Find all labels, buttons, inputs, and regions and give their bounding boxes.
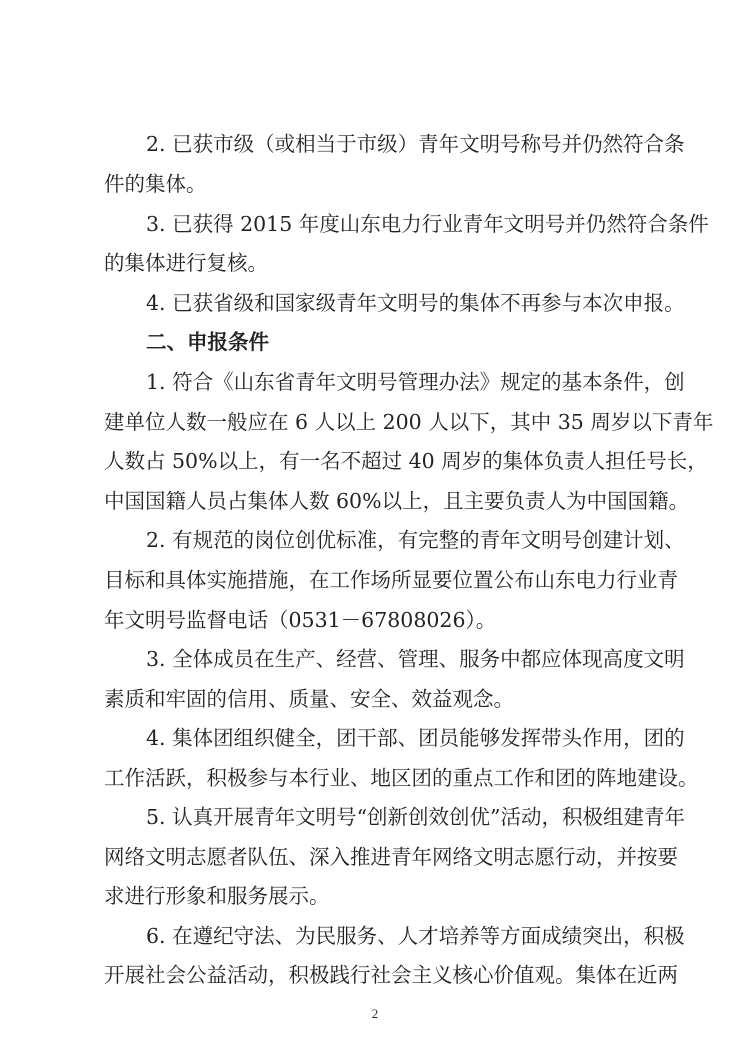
line-text: 4. 集体团组织健全，团干部、团员能够发挥带头作用，团的 xyxy=(146,726,685,750)
text-line xyxy=(0,362,750,402)
text-line xyxy=(0,758,750,798)
text-line xyxy=(0,718,750,758)
line-text: 的集体进行复核。 xyxy=(104,251,268,275)
line-text: 5. 认真开展青年文明号“创新创效创优”活动，积极组建青年 xyxy=(146,805,686,829)
text-line xyxy=(0,243,750,283)
line-text: 3. 已获得 2015 年度山东电力行业青年文明号并仍然符合条件 xyxy=(146,212,709,236)
line-text: 工作活跃，积极参与本行业、地区团的重点工作和团的阵地建设。 xyxy=(104,766,699,790)
line-text: 件的集体。 xyxy=(104,172,207,196)
text-line xyxy=(0,560,750,600)
text-line xyxy=(0,797,750,837)
line-text: 2. 有规范的岗位创优标准，有完整的青年文明号创建计划、 xyxy=(146,528,685,552)
section-heading xyxy=(0,322,750,362)
text-line xyxy=(0,441,750,481)
line-text: 1. 符合《山东省青年文明号管理办法》规定的基本条件，创 xyxy=(146,370,685,394)
text-line xyxy=(0,837,750,877)
text-line xyxy=(0,164,750,204)
line-text: 求进行形象和服务展示。 xyxy=(104,884,330,908)
line-text: 开展社会公益活动，积极践行社会主义核心价值观。集体在近两 xyxy=(104,963,678,987)
line-text: 3. 全体成员在生产、经营、管理、服务中都应体现高度文明 xyxy=(146,647,685,671)
heading-text: 二、申报条件 xyxy=(146,330,269,354)
line-text: 6. 在遵纪守法、为民服务、人才培养等方面成绩突出，积极 xyxy=(146,924,685,948)
line-text: 建单位人数一般应在 6 人以上 200 人以下，其中 35 周岁以下青年 xyxy=(104,410,714,434)
text-line xyxy=(0,481,750,521)
text-line xyxy=(0,402,750,442)
line-text: 中国国籍人员占集体人数 60%以上，且主要负责人为中国国籍。 xyxy=(104,489,690,513)
line-text: 2. 已获市级（或相当于市级）青年文明号称号并仍然符合条 xyxy=(146,132,685,156)
text-line xyxy=(0,916,750,956)
text-line xyxy=(0,520,750,560)
line-text: 4. 已获省级和国家级青年文明号的集体不再参与本次申报。 xyxy=(146,291,685,315)
text-line xyxy=(0,600,750,640)
line-text: 目标和具体实施措施，在工作场所显要位置公布山东电力行业青 xyxy=(104,568,678,592)
line-text: 年文明号监督电话（0531－67808026）。 xyxy=(104,608,497,632)
text-line xyxy=(0,639,750,679)
text-line xyxy=(0,124,750,164)
text-line xyxy=(0,876,750,916)
line-text: 网络文明志愿者队伍、深入推进青年网络文明志愿行动，并按要 xyxy=(104,845,678,869)
text-line xyxy=(0,204,750,244)
line-text: 人数占 50%以上，有一名不超过 40 周岁的集体负责人担任号长， xyxy=(104,449,708,473)
page-number: 2 xyxy=(371,1006,379,1021)
text-line xyxy=(0,679,750,719)
text-line xyxy=(0,955,750,995)
line-text: 素质和牢固的信用、质量、安全、效益观念。 xyxy=(104,687,514,711)
text-line xyxy=(0,283,750,323)
